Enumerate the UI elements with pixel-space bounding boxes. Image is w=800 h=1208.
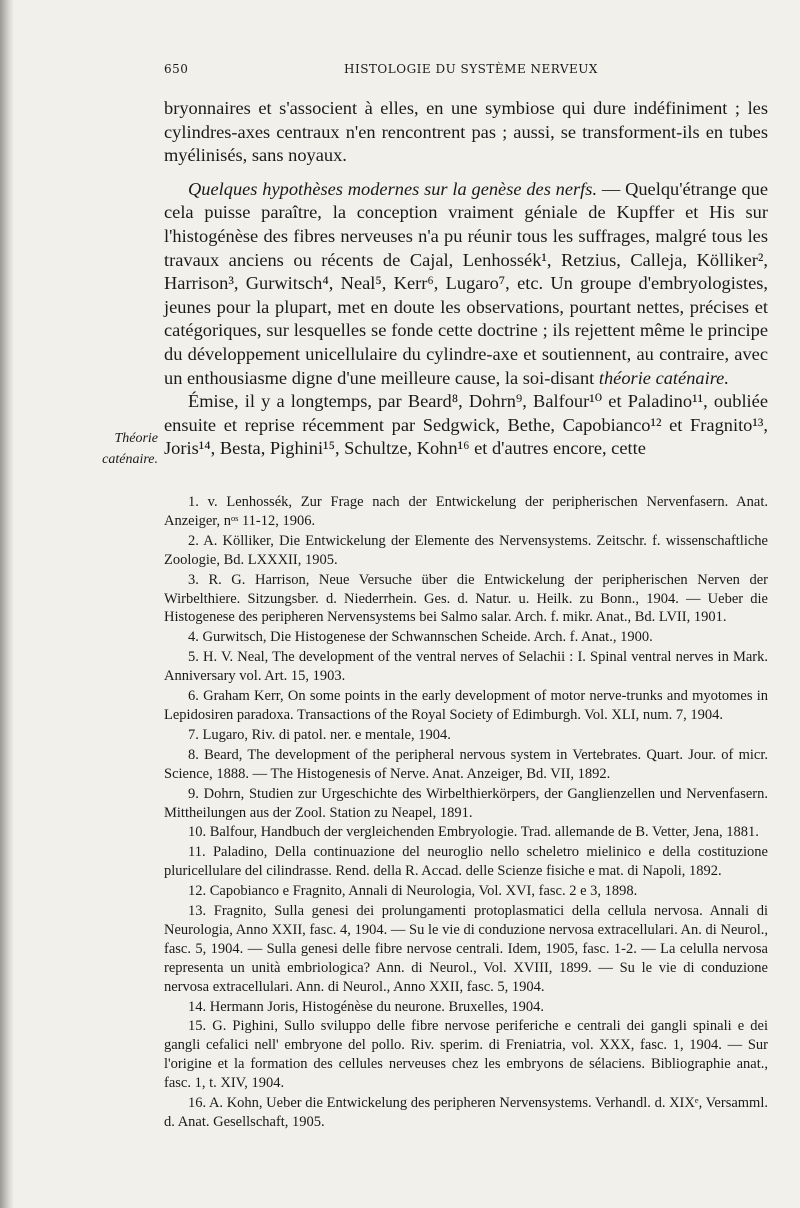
footnote: 5. H. V. Neal, The development of the ventral nerves of Selachii : I. Spinal ventral nerves in Mark. Anniversary vol. Art. 15, 1903.	[164, 649, 768, 685]
page-number: 650	[164, 62, 189, 76]
footnote: 13. Fragnito, Sulla genesi dei prolungamenti protoplasmatici della cellula nervosa. Annali di Neurologia, Anno XXII, fasc. 4, 1904. — Su le vie di conduzione nervosa extracellulari. An. di Neurol., fasc. 5, 1904. — Sulla genesi delle fibre nervose centrali. Idem, 1905, fasc. 1-2. — La celulla nervosa representa un unità embriologica? Ann. di Neurol., Vol. XVIII, 1899. — Su le vie di conduzione nervosa extracellulari. Ann. di Neurol., Anno XXII, fasc. 5, 1904.	[164, 903, 768, 995]
footnote: 9. Dohrn, Studien zur Urgeschichte des Wirbelthierkörpers, der Ganglienzellen und Nervenfasern. Mittheilungen aus der Zool. Station zu Neapel, 1891.	[164, 785, 768, 821]
running-header	[160, 62, 780, 84]
footnote: 6. Graham Kerr, On some points in the early development of motor nerve-trunks and myotomes in Lepidosiren paradoxa. Transactions of the Royal Society of Edimburgh. Vol. XLI, num. 7, 1904.	[164, 688, 768, 723]
footnote: 10. Balfour, Handbuch der vergleichenden Embryologie. Trad. allemande de B. Vetter, Jena, 1881.	[188, 824, 759, 841]
section-heading: Quelques hypothèses modernes sur la genèse des nerfs.	[188, 178, 598, 199]
footnote: 1. v. Lenhossék, Zur Frage nach der Entwickelung der peripherischen Nervenfasern. Anat. Anzeiger, nᵒˢ 11-12, 1906.	[164, 494, 768, 529]
term-theorie-catenaire: théorie caténaire.	[598, 367, 729, 388]
footnote: 7. Lugaro, Riv. di patol. ner. e mentale, 1904.	[188, 726, 451, 743]
paragraph-2	[164, 178, 768, 390]
paragraph-2-text: — Quelqu'étrange que cela puisse paraître, la conception vraiment géniale de Kupffer et His sur l'histogénèse des fibres nerveuses n'a pu réunir tous les suffrages, malgré tous les travaux anciens ou récents de Cajal, Lenhossék¹, Retzius, Calleja, Kölliker², Harrison³, Gurwitsch⁴, Neal⁵, Kerr⁶, Lugaro⁷, etc. Un groupe d'embryologistes, jeunes pour la plupart, met en doute les observations, pourtant nettes, précises et catégoriques, sur lesquelles se fonde cette doctrine ; ils rejettent même le principe du développement unicellulaire du cylindre-axe et soutiennent, au contraire, avec un enthousiasme digne d'une meilleure cause, la soi-disant	[164, 178, 768, 388]
footnote: 3. R. G. Harrison, Neue Versuche über die Entwickelung der peripherischen Nerven der Wirbelthiere. Sitzungsber. d. Niederrhein. Ges. d. Natur. u. Heilk. zu Bonn., 1904. — Ueber die Histogenese des peripheren Nervensystems bei Salmo salar. Arch. f. mikr. Anat., Bd. LVII, 1901.	[164, 571, 768, 626]
footnote: 16. A. Kohn, Ueber die Entwickelung des peripheren Nervensystems. Verhandl. d. XIXᵉ, Versamml. d. Anat. Gesellschaft, 1905.	[164, 1095, 768, 1130]
footnote: 11. Paladino, Della continuazione del neuroglio nello scheletro mielinico e della costituzione pluricellulare del cilindrasse. Rend. della R. Accad. delle Scienze fisiche e mat. di Napoli, 1892.	[164, 844, 768, 880]
footnote: 4. Gurwitsch, Die Histogenese der Schwannschen Scheide. Arch. f. Anat., 1900.	[188, 629, 653, 646]
footnote: 2. A. Kölliker, Die Entwickelung der Elemente des Nervensystems. Zeitschr. f. wissenschaftliche Zoologie, Bd. LXXXII, 1905.	[164, 532, 768, 568]
footnote: 8. Beard, The development of the peripheral nervous system in Vertebrates. Quart. Jour. of micr. Science, 1888. — The Histogenesis of Nerve. Anat. Anzeiger, Bd. VII, 1892.	[164, 746, 768, 782]
main-text	[164, 97, 768, 461]
margin-note: Théorie caténaire.	[102, 431, 158, 467]
paragraph-3: Émise, il y a longtemps, par Beard⁸, Dohrn⁹, Balfour¹⁰ et Paladino¹¹, oubliée ensuite et reprise récemment par Sedgwick, Bethe, Capobianco¹² et Fragnito¹³, Joris¹⁴, Besta, Pighini¹⁵, Schultze, Kohn¹⁶ et d'autres encore, cette	[164, 391, 768, 459]
footnote: 12. Capobianco e Fragnito, Annali di Neurologia, Vol. XVI, fasc. 2 e 3, 1898.	[188, 883, 638, 900]
running-title: HISTOLOGIE DU SYSTÈME NERVEUX	[344, 62, 598, 76]
footnotes	[164, 493, 768, 1133]
footnote: 14. Hermann Joris, Histogénèse du neurone. Bruxelles, 1904.	[188, 998, 544, 1015]
scan-edge	[0, 0, 14, 1208]
paragraph-1: bryonnaires et s'associent à elles, en une symbiose qui dure indéfiniment ; les cylindres-axes centraux n'en rencontrent pas ; aussi, se transforment-ils en tubes myélinisés, sans noyaux.	[164, 98, 768, 166]
footnote: 15. G. Pighini, Sullo sviluppo delle fibre nervose periferiche e centrali dei gangli spinali e dei gangli cefalici nell' embryone del pollo. Riv. sperim. di Freniatria, vol. XXX, fasc. 1, 1904. — Sur l'origine et la formation des cellules nerveuses chez les embryons de sélaciens. Bibliographie anat., fasc. 1, t. XIV, 1904.	[164, 1018, 768, 1092]
